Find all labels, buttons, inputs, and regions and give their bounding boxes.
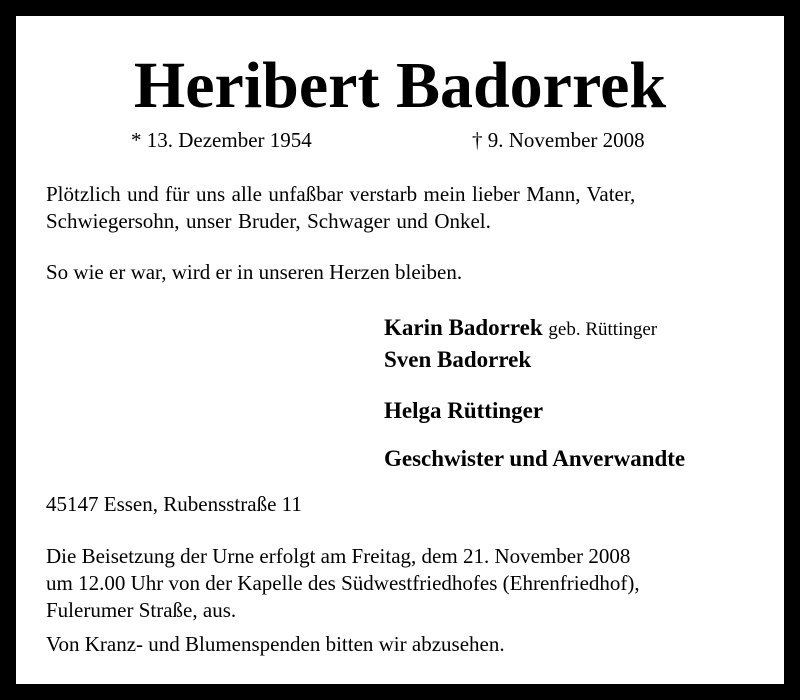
birth-date: * 13. Dezember 1954 <box>131 128 312 152</box>
address-line: 45147 Essen, Rubensstraße 11 <box>46 492 302 516</box>
funeral-line: Die Beisetzung der Urne erfolgt am Freitag, dem 21. November 2008 <box>46 544 631 568</box>
deceased-name: Heribert Badorrek <box>133 49 667 122</box>
son-name: Sven Badorrek <box>384 347 532 372</box>
signer-wife <box>384 313 685 345</box>
signer-mother-in-law <box>384 396 685 426</box>
signer-relatives <box>384 444 685 474</box>
intro-line: Schwiegersohn, unser Bruder, Schwager und Onkel. <box>46 209 491 233</box>
mother-in-law-name: Helga Rüttinger <box>384 398 544 423</box>
intro-paragraph <box>46 181 635 235</box>
funeral-paragraph <box>46 543 640 624</box>
relatives-label: Geschwister und Anverwandte <box>384 446 686 471</box>
motto-line: So wie er war, wird er in unseren Herzen bleiben. <box>46 260 463 284</box>
signers-block <box>384 313 685 474</box>
signer-son <box>384 345 685 375</box>
death-date: † 9. November 2008 <box>472 128 645 152</box>
wife-maiden-name: geb. Rüttinger <box>548 319 658 340</box>
funeral-line: um 12.00 Uhr von der Kapelle des Südwestfriedhofes (Ehrenfriedhof), <box>46 571 640 595</box>
funeral-line: Fulerumer Straße, aus. <box>46 598 237 622</box>
flowers-note: Von Kranz- und Blumenspenden bitten wir abzusehen. <box>46 632 505 656</box>
wife-name: Karin Badorrek <box>384 315 543 340</box>
intro-line: Plötzlich und für uns alle unfaßbar verstarb mein lieber Mann, Vater, <box>46 182 636 206</box>
